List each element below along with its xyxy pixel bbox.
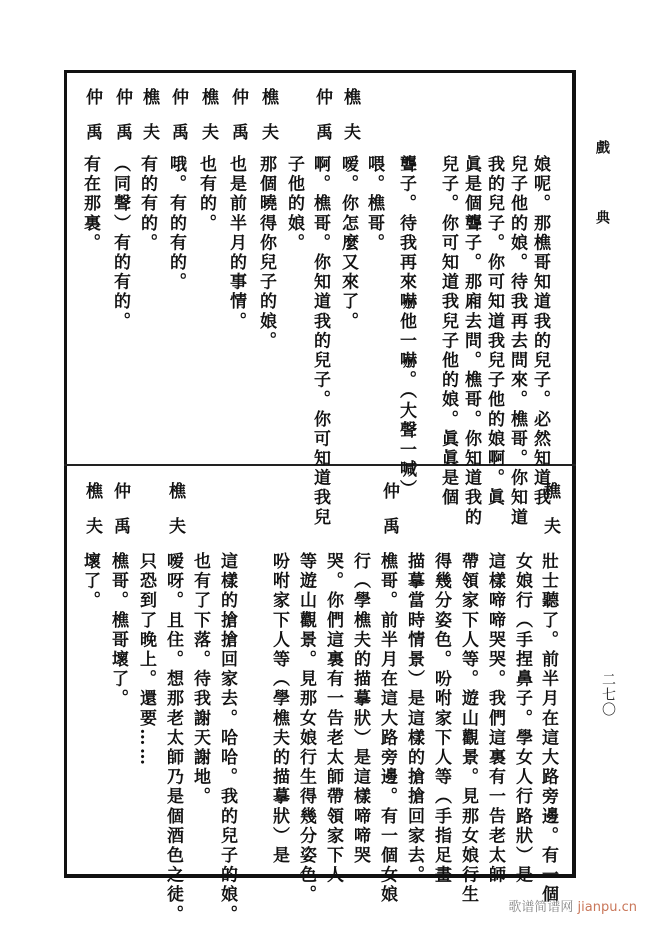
text-column: 聾子。待我再來嚇他一嚇。（大聲一喊） [396, 155, 416, 500]
speaker-label: 樵夫 [139, 88, 159, 158]
text-column: 眞是個聾子。那廂去問。樵哥。你知道我的 [461, 155, 481, 528]
speaker-label: 樵夫 [82, 482, 102, 552]
header-title-top: 戲 [594, 140, 610, 154]
text-column: 哦。有的有的。 [166, 155, 186, 293]
text-column: 女娘行（手捏鼻子。學女人行路狀）是 [512, 552, 532, 886]
text-column: 子他的娘。 [284, 155, 304, 253]
speaker-label: 仲禹 [312, 88, 332, 158]
text-column: 壯士聽了。前半月在這大路旁邊。有一個 [538, 552, 558, 905]
text-column: 樵哥。前半月在這大路旁邊。有一個女娘 [377, 552, 397, 905]
speaker-label: 仲禹 [168, 88, 188, 158]
text-column: 這樣的搶搶回家去。哈哈。我的兒子的娘。 [217, 552, 237, 925]
text-column: 這樣啼啼哭哭。我們這裏有一告老太師 [485, 552, 505, 886]
speaker-label: 樵夫 [340, 88, 360, 158]
speaker-label: 樵夫 [258, 88, 278, 158]
text-column: 兒子他的娘。待我再去問來。樵哥。你知道 [507, 155, 527, 528]
text-column: 嗳。你怎麼又來了。 [338, 155, 358, 332]
speaker-label: 仲禹 [110, 482, 130, 552]
text-column: 哭。你們這裏有一告老太師帶領家下人 [323, 552, 343, 886]
text-column: 也有的。 [196, 155, 216, 234]
speaker-label: 樵夫 [540, 482, 560, 552]
text-column: 得幾分姿色。吩咐家下人等（手指足畫 [431, 552, 451, 886]
speaker-label: 仲禹 [228, 88, 248, 158]
text-column: 啊。樵哥。你知道我的兒子。你可知道我兒 [310, 155, 330, 528]
text-column: 樵哥。樵哥壞了。 [108, 552, 128, 709]
text-column: （同聲）有的有的。 [110, 155, 130, 332]
text-column: 有的有的。 [137, 155, 157, 253]
text-column: 行（學樵夫的描摹狀）是這樣啼啼哭 [350, 552, 370, 866]
text-column: 有在那裏。 [80, 155, 100, 253]
speaker-label: 仲禹 [112, 88, 132, 158]
text-column: 兒子。你可知道我兒子他的娘。眞眞是個 [438, 155, 458, 508]
speaker-label: 樵夫 [165, 482, 185, 552]
text-column: 嗳呀。且住。想那老太師乃是個酒色之徒。 [163, 552, 183, 925]
text-column: 也是前半月的事情。 [226, 155, 246, 332]
text-column: 那個曉得你兒子的娘。 [256, 155, 276, 351]
text-column: 壞了。 [80, 552, 100, 611]
text-column: 我的兒子。你可知道我兒子他的娘啊。眞 [484, 155, 504, 508]
text-column: 只恐到了晚上。還要…… [136, 552, 156, 768]
page-number: 二七〇 [600, 672, 616, 717]
speaker-label: 樵夫 [198, 88, 218, 158]
speaker-label: 仲禹 [379, 482, 399, 552]
text-column: 也有了下落。待我謝天謝地。 [190, 552, 210, 807]
text-column: 娘呢。那樵哥知道我的兒子。必然知道我 [530, 155, 550, 508]
text-column: 喂。樵哥。 [364, 155, 384, 253]
header-title-bottom: 典 [594, 210, 610, 224]
text-column: 吩咐家下人等（學樵夫的描摹狀）是 [269, 552, 289, 866]
watermark-url[interactable]: jianpu.cn [577, 900, 637, 915]
text-column: 描摹當時情景）是這樣的搶搶回家去。 [404, 552, 424, 886]
watermark [508, 896, 637, 915]
speaker-label: 仲禹 [82, 88, 102, 158]
watermark-cn: 歌谱简谱网 [508, 900, 574, 915]
text-column: 等遊山觀景。見那女娘行生得幾分姿色。 [296, 552, 316, 905]
text-column: 帶領家下人等。遊山觀景。見那女娘行生 [458, 552, 478, 905]
